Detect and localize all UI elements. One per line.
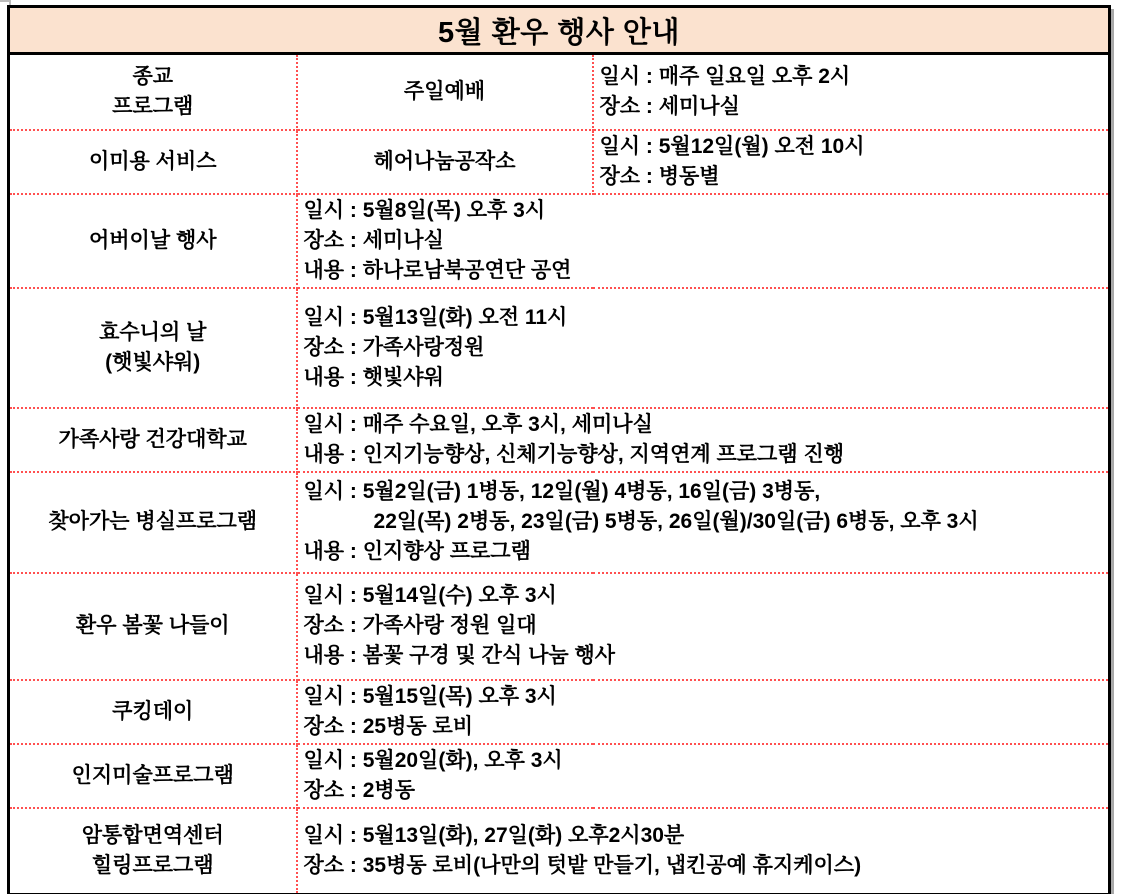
table-row bbox=[9, 472, 1110, 573]
program-details-cell bbox=[593, 54, 1110, 130]
program-name-line: (햇빛샤워) bbox=[105, 350, 201, 374]
program-details-cell bbox=[593, 130, 1110, 194]
detail-line: 일시 : 매주 일요일 오후 2시 bbox=[599, 64, 851, 88]
detail-line: 장소 : 가족사랑정원 bbox=[303, 335, 485, 359]
program-name-line: 인지미술프로그램 bbox=[71, 763, 234, 787]
program-name-line: 힐링프로그램 bbox=[91, 853, 214, 877]
program-name-line: 종교 bbox=[132, 64, 174, 88]
detail-line: 일시 : 5월2일(금) 1병동, 12일(월) 4병동, 16일(금) 3병동, bbox=[303, 480, 821, 503]
table-row bbox=[9, 808, 1110, 894]
table-row bbox=[9, 573, 1110, 680]
program-name-line: 효수니의 날 bbox=[99, 320, 207, 344]
detail-line: 장소 : 세미나실 bbox=[303, 228, 444, 252]
detail-line: 내용 : 인지향상 프로그램 bbox=[303, 540, 531, 563]
program-details-cell bbox=[297, 808, 1110, 894]
detail-line: 내용 : 봄꽃 구경 및 간식 나눔 행사 bbox=[303, 644, 616, 667]
program-details-cell bbox=[297, 744, 1110, 808]
detail-line: 일시 : 5월12일(월) 오전 10시 bbox=[599, 134, 865, 158]
table-row bbox=[9, 54, 1110, 130]
program-details-cell bbox=[297, 472, 1110, 573]
program-details-cell bbox=[297, 194, 1110, 288]
table-row bbox=[9, 130, 1110, 194]
program-name-cell bbox=[9, 573, 297, 680]
table-row bbox=[9, 288, 1110, 408]
program-subname-cell: 주일예배 bbox=[297, 54, 593, 130]
detail-line: 장소 : 25병동 로비 bbox=[303, 714, 474, 738]
program-name-line: 쿠킹데이 bbox=[112, 699, 194, 723]
program-name-cell bbox=[9, 54, 297, 130]
program-name-cell bbox=[9, 194, 297, 288]
detail-line: 장소 : 35병동 로비(나만의 텃밭 만들기, 냅킨공예 휴지케이스) bbox=[303, 853, 862, 877]
detail-line: 장소 : 가족사랑 정원 일대 bbox=[303, 614, 537, 637]
program-name-cell bbox=[9, 744, 297, 808]
title-row bbox=[9, 7, 1110, 54]
program-name-line: 어버이날 행사 bbox=[88, 228, 217, 252]
program-name-cell bbox=[9, 288, 297, 408]
detail-line: 내용 : 인지기능향상, 신체기능향상, 지역연계 프로그램 진행 bbox=[303, 442, 845, 466]
detail-line: 일시 : 5월20일(화), 오후 3시 bbox=[303, 748, 563, 772]
program-name-cell bbox=[9, 808, 297, 894]
program-name-line: 프로그램 bbox=[112, 94, 194, 118]
program-name-cell bbox=[9, 130, 297, 194]
table-row bbox=[9, 408, 1110, 472]
program-name-line: 찾아가는 병실프로그램 bbox=[48, 510, 258, 533]
program-name-line: 환우 봄꽃 나들이 bbox=[75, 614, 230, 637]
program-name-cell bbox=[9, 472, 297, 573]
detail-line: 일시 : 5월8일(목) 오후 3시 bbox=[303, 198, 546, 222]
detail-line: 일시 : 5월15일(목) 오후 3시 bbox=[303, 684, 557, 708]
detail-line: 일시 : 매주 수요일, 오후 3시, 세미나실 bbox=[303, 412, 653, 436]
detail-line: 22일(목) 2병동, 23일(금) 5병동, 26일(월)/30일(금) 6병동, 오후 3시 bbox=[303, 510, 979, 533]
detail-line: 일시 : 5월13일(화), 27일(화) 오후2시30분 bbox=[303, 823, 685, 847]
event-notice-table bbox=[7, 5, 1111, 894]
detail-line: 장소 : 세미나실 bbox=[599, 94, 740, 118]
detail-line: 장소 : 병동별 bbox=[599, 164, 720, 188]
detail-line: 내용 : 햇빛샤워 bbox=[303, 365, 444, 389]
program-name-cell bbox=[9, 408, 297, 472]
program-name-line: 가족사랑 건강대학교 bbox=[58, 427, 247, 451]
program-details-cell bbox=[297, 573, 1110, 680]
event-rows bbox=[9, 54, 1110, 894]
page-title: 5월 환우 행사 안내 bbox=[9, 7, 1110, 54]
detail-line: 장소 : 2병동 bbox=[303, 778, 415, 802]
program-subname-cell: 헤어나눔공작소 bbox=[297, 130, 593, 194]
program-details-cell bbox=[297, 680, 1110, 744]
program-name-line: 암통합면역센터 bbox=[81, 823, 224, 847]
detail-line: 일시 : 5월13일(화) 오전 11시 bbox=[303, 305, 568, 329]
detail-line: 일시 : 5월14일(수) 오후 3시 bbox=[303, 584, 557, 607]
program-name-cell bbox=[9, 680, 297, 744]
program-name-line: 이미용 서비스 bbox=[88, 149, 217, 173]
table-row bbox=[9, 194, 1110, 288]
table-row bbox=[9, 680, 1110, 744]
table-row bbox=[9, 744, 1110, 808]
program-details-cell bbox=[297, 408, 1110, 472]
detail-line: 내용 : 하나로남북공연단 공연 bbox=[303, 258, 572, 282]
program-details-cell bbox=[297, 288, 1110, 408]
